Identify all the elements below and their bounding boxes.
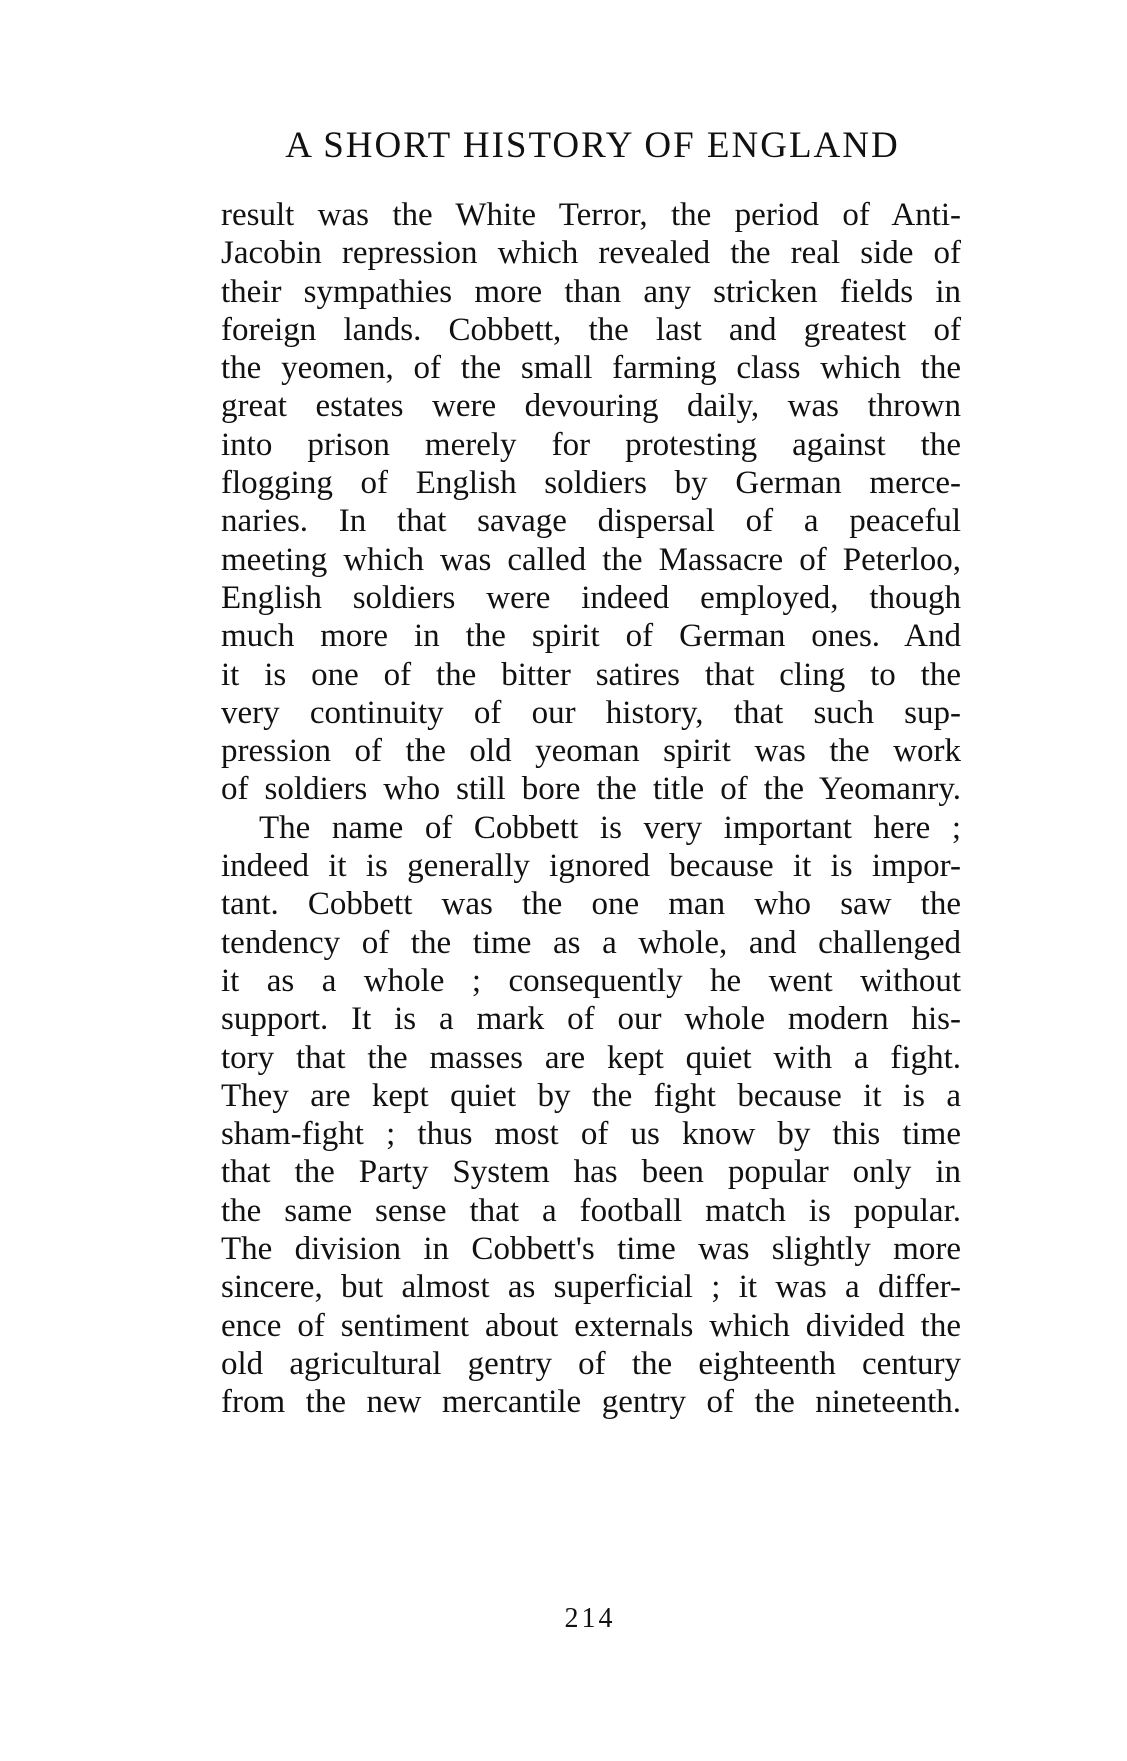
text-line: from the new mercantile gentry of the nineteenth. [221, 1384, 961, 1421]
text-line: ence of sentiment about externals which divided the [221, 1307, 961, 1344]
text-line: foreign lands. Cobbett, the last and greatest of [221, 311, 961, 348]
text-line: it as a whole ; consequently he went without [221, 962, 961, 999]
body-text [221, 196, 961, 1422]
text-line: meeting which was called the Massacre of Peterloo, [221, 541, 961, 578]
text-line: tant. Cobbett was the one man who saw the [221, 886, 961, 923]
page-number: 214 [564, 1603, 616, 1634]
text-line: into prison merely for protesting against the [221, 426, 961, 463]
text-line: it is one of the bitter satires that cling to the [221, 656, 961, 693]
text-line: indeed it is generally ignored because it is impor- [221, 848, 961, 885]
text-line: their sympathies more than any stricken fields in [221, 273, 961, 310]
text-line: great estates were devouring daily, was thrown [221, 388, 961, 425]
text-line: result was the White Terror, the period of Anti- [221, 197, 961, 233]
text-line: The division in Cobbett's time was slightly more [221, 1231, 961, 1268]
text-line: Jacobin repression which revealed the real side of [221, 235, 961, 272]
text-line: support. It is a mark of our whole modern his- [221, 1001, 961, 1038]
text-line: naries. In that savage dispersal of a peaceful [221, 503, 961, 540]
text-line: sham-fight ; thus most of us know by this time [221, 1116, 961, 1153]
text-line: of soldiers who still bore the title of the Yeomanry. [221, 771, 961, 808]
text-line: the yeomen, of the small farming class which the [221, 350, 961, 387]
paragraph [221, 196, 961, 809]
text-line: that the Party System has been popular only in [221, 1154, 961, 1191]
running-head: A SHORT HISTORY OF ENGLAND [285, 125, 900, 166]
text-line: very continuity of our history, that such sup- [221, 694, 961, 731]
paragraph [221, 809, 961, 1422]
text-line: pression of the old yeoman spirit was the work [221, 733, 961, 770]
text-line: tory that the masses are kept quiet with a fight. [221, 1039, 961, 1076]
text-line: old agricultural gentry of the eighteenth century [221, 1345, 961, 1382]
text-line: sincere, but almost as superficial ; it was a differ- [221, 1269, 961, 1306]
text-line: The name of Cobbett is very important here ; [259, 809, 961, 846]
text-line: much more in the spirit of German ones. And [221, 618, 961, 655]
text-line: They are kept quiet by the fight because it is a [221, 1077, 961, 1114]
text-line: flogging of English soldiers by German merce- [221, 465, 961, 502]
text-line: the same sense that a football match is popular. [221, 1192, 961, 1229]
text-line: English soldiers were indeed employed, though [221, 579, 961, 616]
text-line: tendency of the time as a whole, and challenged [221, 924, 961, 961]
